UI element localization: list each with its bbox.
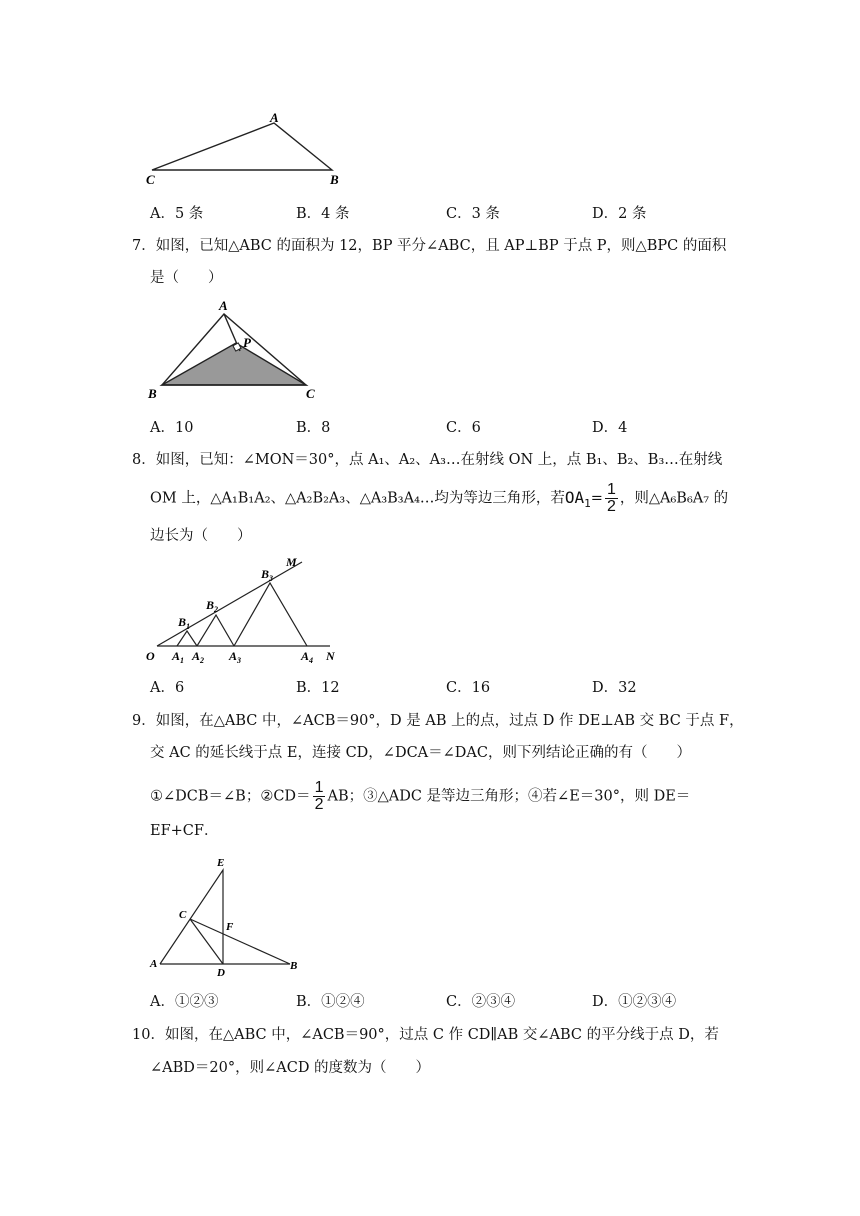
q8-label-m: M	[286, 555, 297, 569]
q9-text-line3	[150, 780, 690, 813]
q9-label-c: C	[179, 909, 187, 921]
q7-option-c[interactable]: C．6	[446, 420, 481, 436]
q8-oa1: $OA_1$	[564, 487, 591, 510]
q9-label-d: D	[217, 967, 225, 978]
q6-label-b: B	[330, 172, 339, 187]
q10-text-line1: 10．如图，在△ABC 中，∠ACB＝90°，过点 C 作 CD∥AB 交∠ABC 的平分线于点 D，若	[132, 1027, 719, 1043]
q9-label-f: F	[226, 921, 234, 933]
q8-label-a4-sub: 4	[309, 656, 314, 665]
q9-label-e: E	[217, 857, 225, 869]
q9-triangle-figure	[140, 850, 320, 978]
q7-label-c: C	[306, 386, 315, 401]
q8-label-b1-sub: 1	[186, 622, 191, 631]
svg-text:A4	[300, 649, 313, 665]
q6-option-d[interactable]: D．2 条	[592, 206, 647, 222]
q8-label-b2-sub: 2	[214, 605, 219, 614]
q8-triangles-figure	[140, 552, 360, 668]
q9-text-line3-a: ①∠DCB＝∠B；②CD＝	[150, 788, 311, 805]
q7-option-a[interactable]: A．10	[150, 420, 194, 436]
q8-text-line2-b: ，则△A₆B₆A₇ 的	[619, 490, 729, 507]
q9-text-line3-b: AB；③△ADC 是等边三角形；④若∠E＝30°，则 DE＝	[327, 788, 691, 805]
q8-label-a4: A	[301, 649, 310, 663]
q8-text-line2	[150, 482, 728, 515]
q8-option-d[interactable]: D．32	[592, 680, 637, 696]
q7-triangle-figure	[140, 296, 330, 404]
q7-label-p: P	[243, 335, 251, 350]
q6-option-a[interactable]: A．5 条	[150, 206, 204, 222]
q10-text-line2: ∠ABD＝20°，则∠ACD 的度数为（ ）	[150, 1060, 431, 1076]
svg-text:B1	[177, 615, 190, 631]
q6-label-a: A	[270, 110, 279, 125]
svg-text:A3	[228, 649, 241, 665]
q8-option-c[interactable]: C．16	[446, 680, 491, 696]
q8-label-b1: B	[178, 615, 187, 629]
q8-label-a3-sub: 3	[237, 656, 242, 665]
q6-triangle-figure	[140, 108, 360, 190]
q6-option-b[interactable]: B．4 条	[296, 206, 350, 222]
q9-label-a: A	[150, 958, 158, 970]
q8-label-a2-sub: 2	[200, 656, 205, 665]
q8-label-a2: A	[192, 649, 201, 663]
q8-label-b2: B	[206, 598, 215, 612]
q9-option-b[interactable]: B．①②④	[296, 994, 365, 1010]
q9-option-a[interactable]: A．①②③	[150, 994, 219, 1010]
q8-label-b3-sub: 3	[269, 574, 274, 583]
q9-text-line4: EF+CF．	[150, 823, 219, 839]
q8-fraction: $\frac{1}{2}$	[606, 481, 616, 515]
q7-option-b[interactable]: B．8	[296, 420, 331, 436]
q8-option-b[interactable]: B．12	[296, 680, 340, 696]
svg-text:A1	[171, 649, 184, 665]
q9-option-d[interactable]: D．①②③④	[592, 994, 677, 1010]
q8-label-a3: A	[229, 649, 238, 663]
q9-fraction: $\frac{1}{2}$	[314, 779, 324, 813]
q9-text-line2: 交 AC 的延长线于点 E，连接 CD，∠DCA＝∠DAC，则下列结论正确的有（ ）	[150, 745, 691, 761]
q7-label-b: B	[148, 386, 157, 401]
q8-option-a[interactable]: A．6	[150, 680, 185, 696]
q8-text-line1: 8．如图，已知：∠MON＝30°，点 A₁、A₂、A₃…在射线 ON 上，点 B₁、B₂、B₃…在射线	[132, 452, 723, 468]
q8-text-line3: 边长为（ ）	[150, 528, 252, 544]
q8-label-b3: B	[261, 567, 270, 581]
q8-equals: =	[590, 490, 603, 507]
q6-label-c: C	[146, 172, 155, 187]
q9-option-c[interactable]: C．②③④	[446, 994, 516, 1010]
q8-label-o: O	[146, 649, 155, 663]
q8-label-n: N	[326, 649, 335, 663]
q9-text-line1: 9．如图，在△ABC 中，∠ACB＝90°，D 是 AB 上的点，过点 D 作 DE⊥AB 交 BC 于点 F，	[132, 713, 744, 729]
svg-text:B2	[205, 598, 218, 614]
svg-text:B3	[260, 567, 273, 583]
q7-label-a: A	[219, 298, 228, 313]
q8-label-a1: A	[172, 649, 181, 663]
q7-option-d[interactable]: D．4	[592, 420, 628, 436]
q8-text-line2-a: OM 上，△A₁B₁A₂、△A₂B₂A₃、△A₃B₃A₄…均为等边三角形，若	[150, 490, 565, 507]
q9-label-b: B	[290, 960, 298, 972]
q7-text-line1: 7．如图，已知△ABC 的面积为 12，BP 平分∠ABC，且 AP⊥BP 于点 P，则△BPC 的面积	[132, 238, 727, 254]
q8-label-a1-sub: 1	[180, 656, 185, 665]
svg-text:A2	[191, 649, 204, 665]
q7-text-line2: 是（ ）	[150, 270, 223, 286]
q6-option-c[interactable]: C．3 条	[446, 206, 500, 222]
